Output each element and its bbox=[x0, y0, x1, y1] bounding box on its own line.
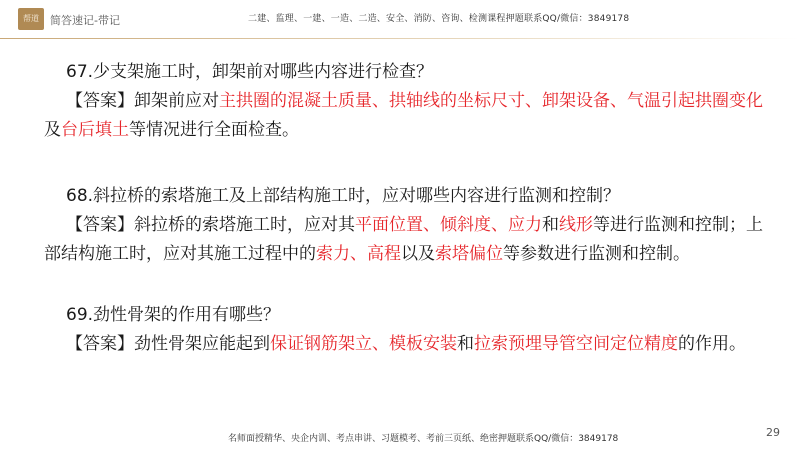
answer-text: 【答案】斜拉桥的索塔施工时，应对其 bbox=[66, 215, 355, 235]
answer-text: 和 bbox=[542, 215, 559, 235]
answer-highlight: 索力、高程 bbox=[316, 244, 401, 264]
answer-highlight: 索塔偏位 bbox=[435, 244, 503, 264]
answer-highlight: 主拱圈的混凝土质量、拱轴线的坐标尺寸、卸架设备、气温引起拱圈变化 bbox=[219, 91, 763, 111]
answer-67 bbox=[44, 87, 764, 145]
header-divider bbox=[0, 38, 800, 39]
answer-text: 【答案】卸架前应对 bbox=[66, 91, 219, 111]
answer-text: 等情况进行全面检查。 bbox=[129, 120, 299, 140]
qa-item-68 bbox=[44, 182, 764, 269]
answer-text: 【答案】劲性骨架应能起到 bbox=[66, 334, 270, 354]
answer-text: 以及 bbox=[401, 244, 435, 264]
question-69: 69.劲性骨架的作用有哪些？ bbox=[66, 305, 281, 325]
footer-promo-text: 名师面授精华、央企内训、考点串讲、习题模考、考前三页纸、绝密押题联系QQ/微信：3849178 bbox=[228, 434, 619, 444]
page-number: 29 bbox=[766, 426, 780, 439]
brand-title: 简答速记-带记 bbox=[50, 14, 120, 27]
answer-highlight: 线形 bbox=[559, 215, 593, 235]
answer-highlight: 保证钢筋架立、模板安装 bbox=[270, 334, 457, 354]
qa-item-67 bbox=[44, 58, 764, 145]
header-promo-text: 二建、监理、一建、一造、二造、安全、消防、咨询、检测课程押题联系QQ/微信：3849178 bbox=[248, 14, 630, 24]
answer-text: 的作用。 bbox=[678, 334, 746, 354]
brand-logo: 帮道 bbox=[18, 8, 44, 30]
question-67: 67.少支架施工时，卸架前对哪些内容进行检查？ bbox=[66, 62, 434, 82]
answer-text: 和 bbox=[457, 334, 474, 354]
question-68: 68.斜拉桥的索塔施工及上部结构施工时，应对哪些内容进行监测和控制？ bbox=[66, 186, 621, 206]
answer-highlight: 台后填土 bbox=[61, 120, 129, 140]
qa-item-69 bbox=[44, 301, 764, 359]
answer-text: 及 bbox=[44, 120, 61, 140]
answer-69 bbox=[44, 330, 764, 359]
answer-68 bbox=[44, 211, 764, 269]
answer-text: 等参数进行监测和控制。 bbox=[503, 244, 690, 264]
answer-highlight: 拉索预埋导管空间定位精度 bbox=[474, 334, 678, 354]
answer-highlight: 平面位置、倾斜度、应力 bbox=[355, 215, 542, 235]
page-header bbox=[0, 0, 800, 40]
answer-text: 等进行监测和控制；上部结构施工时，应对其施工过程中的 bbox=[44, 215, 763, 264]
